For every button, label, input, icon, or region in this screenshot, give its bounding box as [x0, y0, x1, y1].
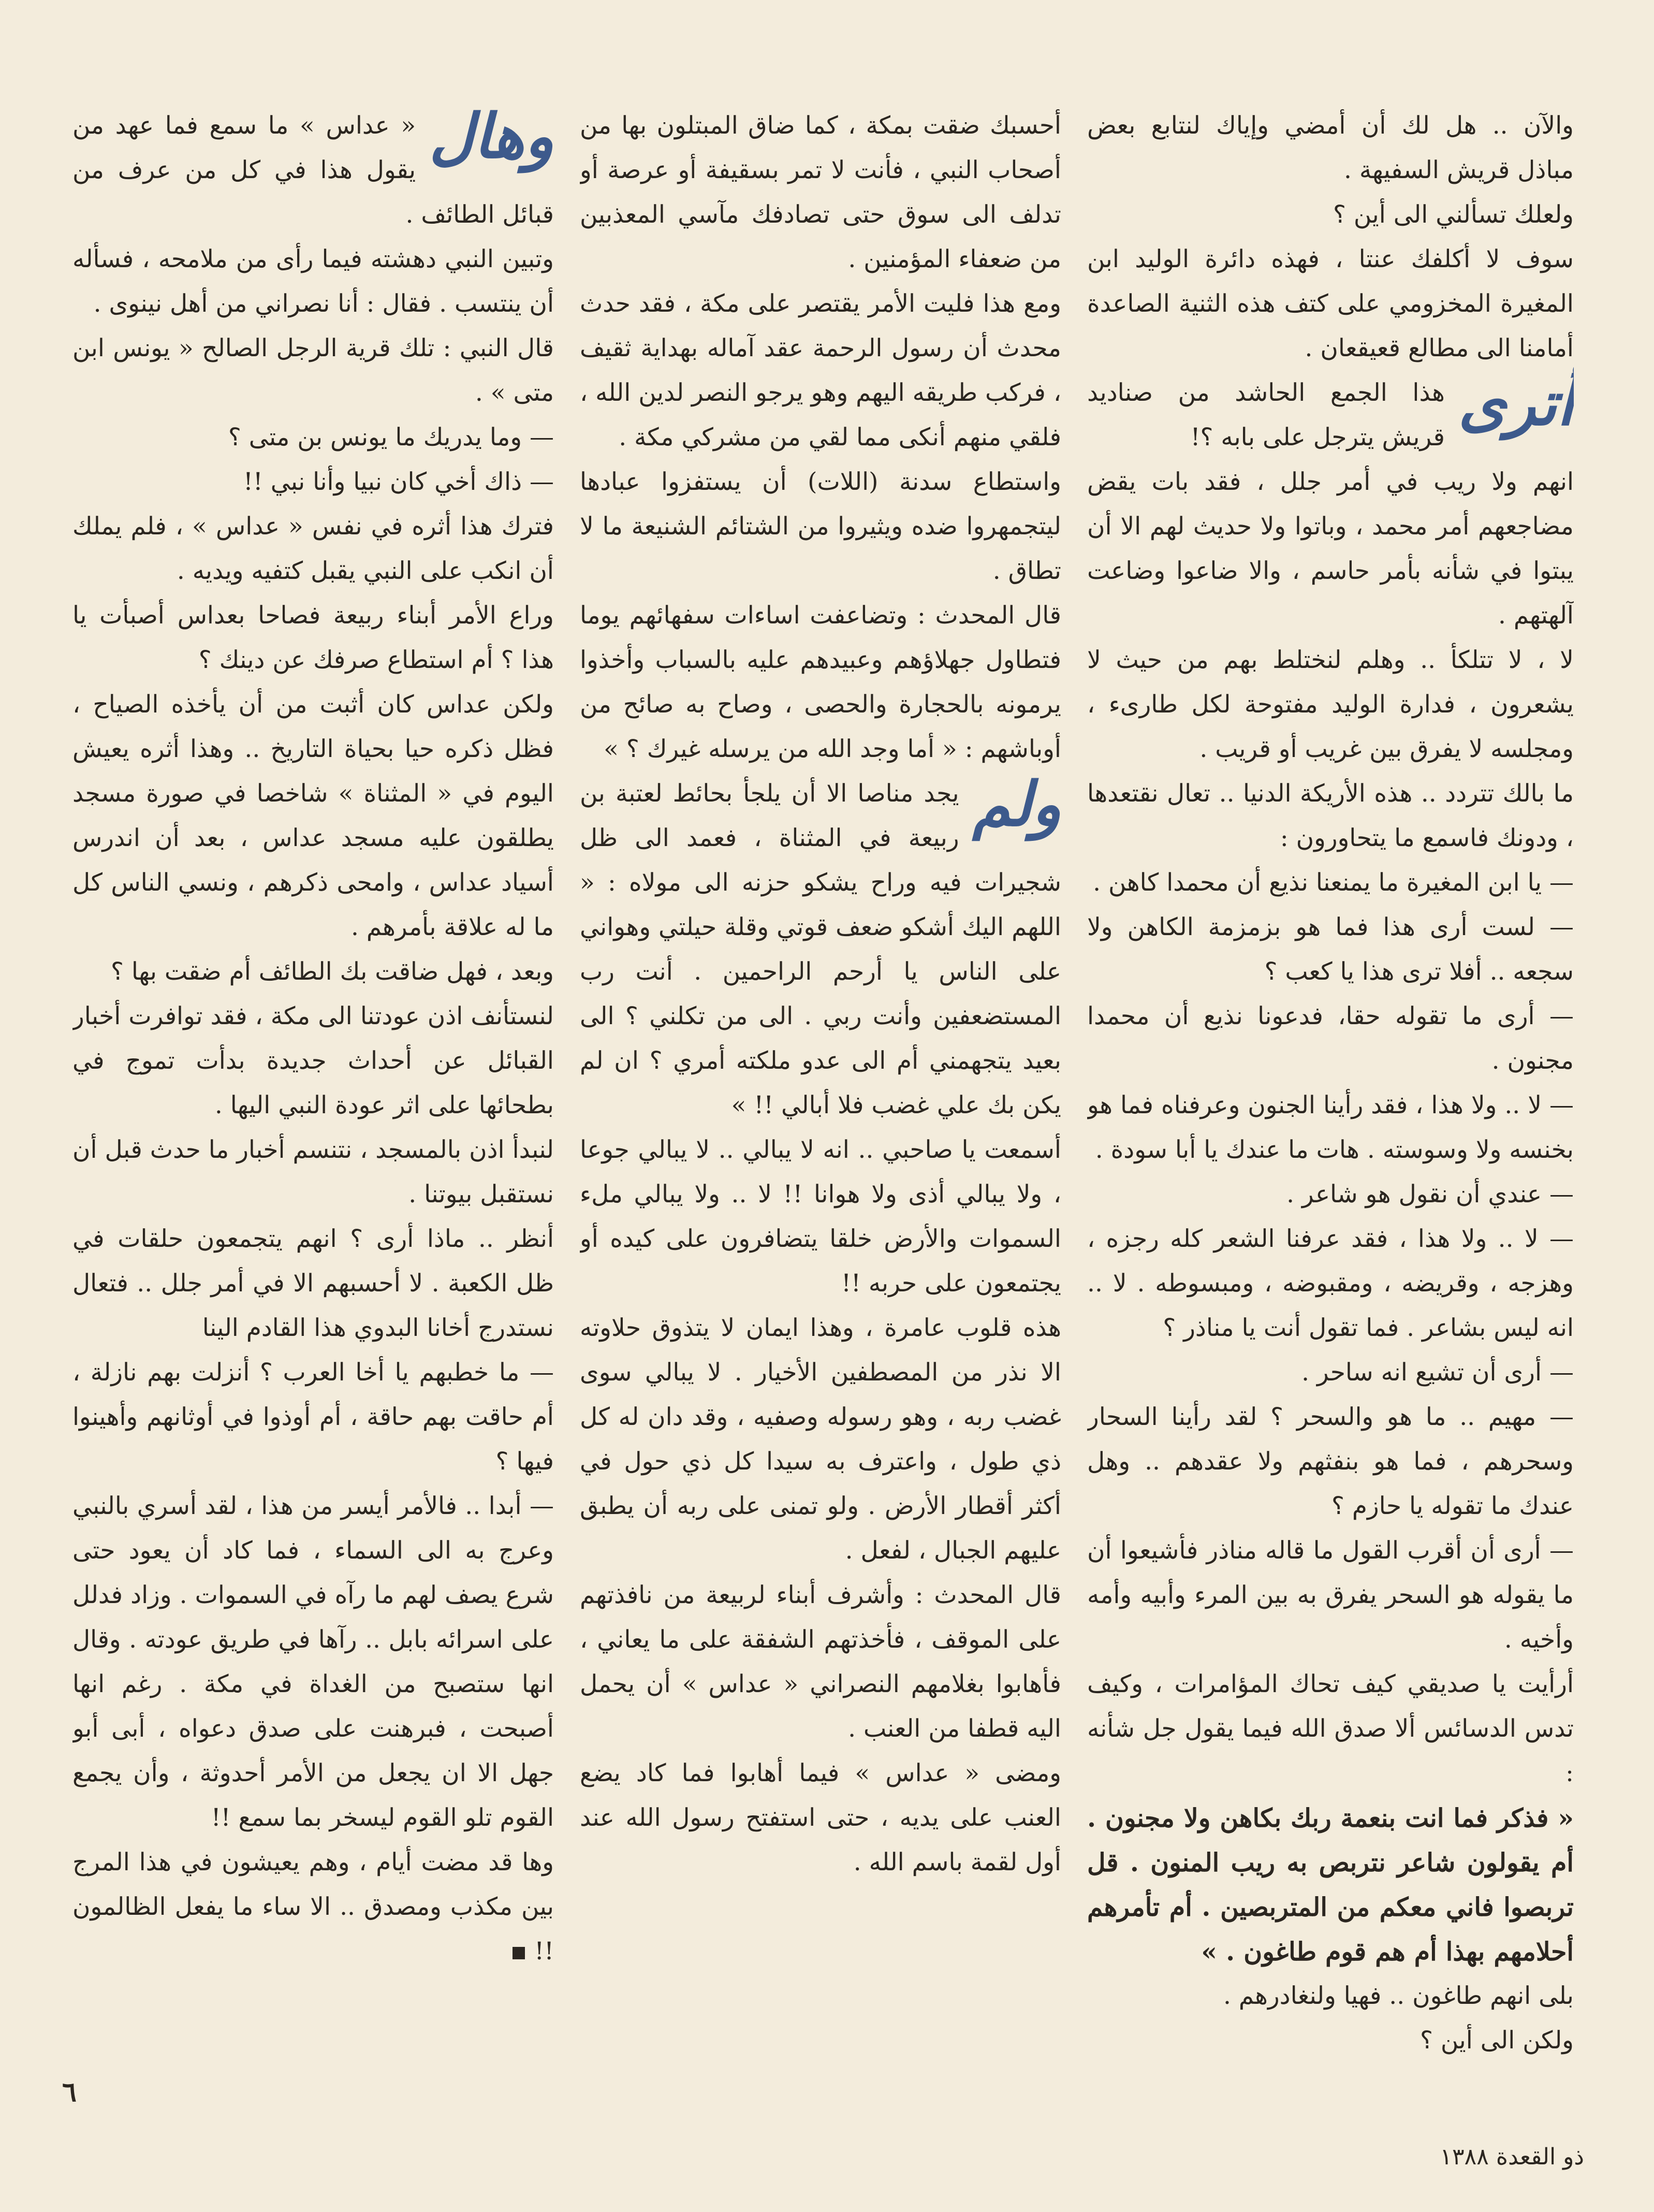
- end-of-article-mark: [513, 1947, 525, 1959]
- quran-quote: « فذكر فما انت بنعمة ربك بكاهن ولا مجنون . أم يقولون شاعر نتربص به ريب المنون . قل تربصوا فاني معكم من المتربصين . أم تأمرهم أحلامهم بهذا أم هم قوم طاغون . »: [1087, 1803, 1574, 1967]
- column-right: [1087, 104, 1574, 2071]
- paragraph: انهم ولا ريب في أمر جلل ، فقد بات يقض مضاجعهم أمر محمد ، وباتوا ولا حديث لهم الا أن يبتوا في شأنه بأمر حاسم ، والا ضاعوا وضاعت آلهتهم .: [1087, 468, 1574, 630]
- paragraph: ولعلك تسألني الى أين ؟: [1333, 200, 1574, 229]
- dialogue-line: — مهيم .. ما هو والسحر ؟ لقد رأينا السحار وسحرهم ، فما هو بنفثهم ولا عقدهم .. وهل عندك ما تقوله يا حازم ؟: [1087, 1403, 1574, 1520]
- dialogue-line: — ما خطبهم يا أخا العرب ؟ أنزلت بهم نازلة ، أم حاقت بهم حاقة ، أم أوذوا في أوثانهم وأهينوا فيها ؟: [72, 1358, 554, 1476]
- side-heading: أترى: [1458, 367, 1574, 439]
- page-number: ٦: [62, 2076, 77, 2108]
- dialogue-line: — ذاك أخي كان نبيا وأنا نبي !!: [243, 468, 554, 496]
- paragraph: ولكن الى أين ؟: [1420, 2026, 1574, 2055]
- paragraph: ما بالك تتردد .. هذه الأريكة الدنيا .. تعال نقتعدها ، ودونك فاسمع ما يتحاورون :: [1087, 779, 1574, 852]
- drop-word: وهال: [429, 104, 554, 172]
- paragraph: قال النبي : تلك قرية الرجل الصالح « يونس ابن متى » .: [72, 334, 554, 407]
- paragraph: وتبين النبي دهشته فيما رأى من ملامحه ، فسأله أن ينتسب . فقال : أنا نصراني من أهل نينوى .: [72, 245, 554, 318]
- column-left: [72, 104, 554, 2071]
- paragraph: بلى انهم طاغون .. فهيا ولنغادرهم .: [1223, 1982, 1574, 2010]
- paragraph: لنستأنف اذن عودتنا الى مكة ، فقد توافرت أخبار القبائل عن أحداث جديدة بدأت تموج في بطحائها على اثر عودة النبي اليها .: [72, 1002, 554, 1119]
- paragraph: قال المحدث : وأشرف أبناء لربيعة من نافذتهم على الموقف ، فأخذتهم الشفقة على ما يعاني ، فأهابوا بغلامهم النصراني « عداس » أن يحمل اليه قطفا من العنب .: [580, 1581, 1061, 1743]
- paragraph: ومضى « عداس » فيما أهابوا فما كاد يضع العنب على يديه ، حتى استفتح رسول الله عند أول لقمة باسم الله .: [580, 1759, 1061, 1876]
- dialogue-line: — لا .. ولا هذا ، فقد رأينا الجنون وعرفناه فما هو بخنسه ولا وسوسته . هات ما عندك يا أبا سودة .: [1087, 1091, 1574, 1164]
- paragraph: أحسبك ضقت بمكة ، كما ضاق المبتلون بها من أصحاب النبي ، فأنت لا تمر بسقيفة أو عرصة أو تدلف الى سوق حتى تصادفك مآسي المعذبين من ضعفاء المؤمنين .: [580, 111, 1061, 273]
- dialogue-line: — أرى أن أقرب القول ما قاله مناذر فأشيعوا أن ما يقوله هو السحر يفرق به بين المرء وأبيه وأمه وأخيه .: [1087, 1536, 1574, 1654]
- dialogue-line: — لا .. ولا هذا ، فقد عرفنا الشعر كله رجزه ، وهزجه ، وقريضه ، ومقبوضه ، ومبسوطه . لا .. انه ليس بشاعر . فما تقول أنت يا مناذر ؟: [1087, 1225, 1574, 1342]
- dialogue-line: — يا ابن المغيرة ما يمنعنا نذيع أن محمدا كاهن .: [1093, 868, 1574, 897]
- paragraph: وها قد مضت أيام ، وهم يعيشون في هذا المرج بين مكذب ومصدق .. الا ساء ما يفعل الظالمون !!: [72, 1848, 554, 1966]
- paragraph: لا ، لا تتلكأ .. وهلم لنختلط بهم من حيث لا يشعرون ، فدارة الوليد مفتوحة لكل طارىء ، ومجلسه لا يفرق بين غريب أو قريب .: [1087, 646, 1574, 763]
- drop-word: ولم: [972, 768, 1061, 840]
- paragraph: فترك هذا أثره في نفس « عداس » ، فلم يملك أن انكب على النبي يقبل كتفيه ويديه .: [72, 512, 554, 585]
- paragraph: هذه قلوب عامرة ، وهذا ايمان لا يتذوق حلاوته الا نذر من المصطفين الأخيار . لا يبالي سوى غضب ربه ، وهو رسوله وصفيه ، وقد دان له كل ذي طول ، واعترف به سيدا كل ذي حول في أكثر أقطار الأرض . ولو تمنى على ربه أن يطبق عليهم الجبال ، لفعل .: [580, 1314, 1061, 1565]
- paragraph: أرأيت يا صديقي كيف تحاك المؤامرات ، وكيف تدس الدسائس ألا صدق الله فيما يقول جل شأنه :: [1087, 1670, 1574, 1787]
- issue-date: ذو القعدة ١٣٨٨: [1440, 2144, 1584, 2170]
- paragraph: واستطاع سدنة (اللات) أن يستفزوا عبادها ليتجمهروا ضده ويثيروا من الشتائم الشنيعة ما لا تطاق .: [580, 468, 1061, 585]
- dialogue-line: — لست أرى هذا فما هو بزمزمة الكاهن ولا سجعه .. أفلا ترى هذا يا كعب ؟: [1087, 913, 1574, 986]
- paragraph: قال المحدث : وتضاعفت اساءات سفهائهم يوما فتطاول جهلاؤهم وعبيدهم عليه بالسباب وأخذوا يرمونه بالحجارة والحصى ، وصاح به صائح من أوباشهم : « أما وجد الله من يرسله غيرك ؟ »: [580, 601, 1061, 763]
- paragraph: أسمعت يا صاحبي .. انه لا يبالي .. لا يبالي جوعا ، ولا يبالي أذى ولا هوانا !! لا .. ولا يبالي ملء السموات والأرض خلقا يتضافرون على كيده أو يجتمعون على حربه !!: [580, 1136, 1061, 1298]
- dialogue-line: — أبدا .. فالأمر أيسر من هذا ، لقد أسري بالنبي وعرج به الى السماء ، فما كاد أن يعود حتى شرع يصف لهم ما رآه في السموات . وزاد فدلل على اسرائه بابل .. رآها في طريق عودته . وقال انها ستصبح من الغداة في مكة . رغم انها أصبحت ، فبرهنت على صدق دعواه ، أبى أبو جهل الا ان يجعل من الأمر أحدوثة ، وأن يجمع القوم تلو القوم ليسخر بما سمع !!: [72, 1492, 554, 1832]
- paragraph: سوف لا أكلفك عنتا ، فهذه دائرة الوليد ابن المغيرة المخزومي على كتف هذه الثنية الصاعدة أمامنا الى مطالع قعيقعان .: [1087, 245, 1574, 362]
- paragraph: ومع هذا فليت الأمر يقتصر على مكة ، فقد حدث محدث أن رسول الرحمة عقد آماله بهداية ثقيف ، فركب طريقه اليهم وهو يرجو النصر لدين الله ، فلقي منهم أنكى مما لقي من مشركي مكة .: [580, 289, 1061, 452]
- paragraph: والآن .. هل لك أن أمضي وإياك لنتابع بعض مباذل قريش السفيهة .: [1087, 111, 1574, 184]
- column-middle: [580, 104, 1061, 2071]
- paragraph: ولكن عداس كان أثبت من أن يأخذه الصياح ، فظل ذكره حيا بحياة التاريخ .. وهذا أثره يعيش اليوم في « المثناة » شاخصا في صورة مسجد يطلقون عليه مسجد عداس ، بعد أن اندرس أسياد عداس ، وامحى ذكرهم ، ونسي الناس كل ما له علاقة بأمرهم .: [72, 690, 554, 941]
- paragraph: أنظر .. ماذا أرى ؟ انهم يتجمعون حلقات في ظل الكعبة . لا أحسبهم الا في أمر جلل .. فتعال نستدرج أخانا البدوي هذا القادم الينا: [72, 1225, 554, 1342]
- paragraph: أترى هذا الجمع الحاشد من صناديد قريش يترجل على بابه ؟!: [1087, 367, 1574, 452]
- dialogue-line: — أرى ما تقوله حقا، فدعونا نذيع أن محمدا مجنون .: [1087, 1002, 1574, 1075]
- paragraph: وهال « عداس » ما سمع فما عهد من يقول هذا في كل من عرف من قبائل الطائف .: [72, 104, 554, 229]
- dialogue-line: — أرى أن تشيع انه ساحر .: [1301, 1358, 1574, 1387]
- paragraph: وبعد ، فهل ضاقت بك الطائف أم ضقت بها ؟: [110, 957, 554, 986]
- paragraph: لنبدأ اذن بالمسجد ، نتنسم أخبار ما حدث قبل أن نستقبل بيوتنا .: [72, 1136, 554, 1209]
- dialogue-line: — وما يدريك ما يونس بن متى ؟: [228, 423, 554, 452]
- paragraph: ولم يجد مناصا الا أن يلجأ بحائط لعتبة بن ربيعة في المثناة ، فعمد الى ظل شجيرات فيه وراح يشكو حزنه الى مولاه : « اللهم اليك أشكو ضعف قوتي وقلة حيلتي وهواني على الناس يا أرحم الراحمين . أنت رب المستضعفين وأنت ربي . الى من تكلني ؟ الى بعيد يتجهمني أم الى عدو ملكته أمري ؟ ان لم يكن بك علي غضب فلا أبالي !! »: [580, 768, 1061, 1119]
- dialogue-line: — عندي أن نقول هو شاعر .: [1286, 1180, 1574, 1209]
- paragraph: وراع الأمر أبناء ربيعة فصاحا بعداس أصبأت يا هذا ؟ أم استطاع صرفك عن دينك ؟: [72, 601, 554, 674]
